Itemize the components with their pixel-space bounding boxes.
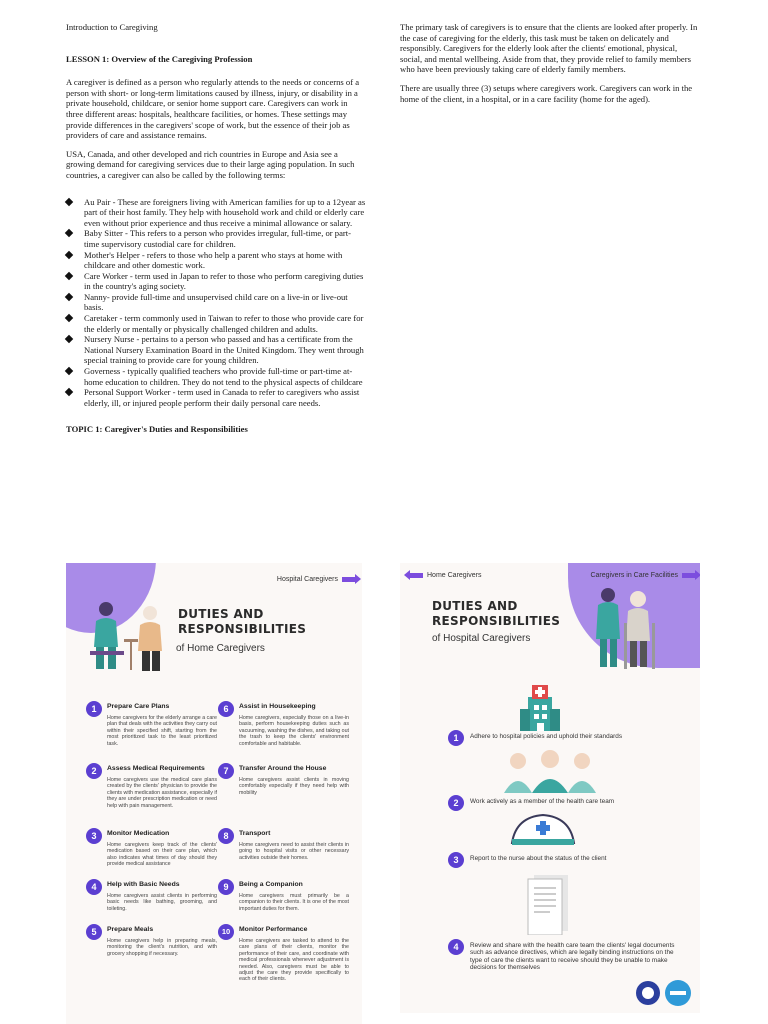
- right-column: [400, 22, 700, 112]
- duty-heading: Transport: [239, 830, 271, 837]
- arrow-left-icon: [409, 573, 423, 578]
- diamond-bullet-icon: [65, 229, 73, 237]
- list-item: [66, 271, 366, 292]
- step-text: Report to the nurse about the status of the client: [470, 855, 607, 862]
- caregiver-definition-paragraph: A caregiver is defined as a person who regularly attends to the needs or concerns of a person with short- or long-term limitations caused by illness, injury, or disability in a private household, childcare, or senior home support care. Caregivers can work in three different areas: hospitals, healthcare facilities, or homes. These settings may provide differences in the caregivers' scope of work, but the essence of their job as providers of care and assistance remains.: [66, 77, 360, 141]
- nav-link-label: Home Caregivers: [427, 572, 482, 579]
- primary-task-paragraph: The primary task of caregivers is to ensure that the clients are looked after properly. In the case of caregiving for the elderly, this task must be taken on delicately and responsibly. Caregivers for the elderly look after the clients' emotional, physical, social, and mental wellbeing. Aside from that, they provide relief to family members who have been previously taking care of elderly family members.: [400, 22, 698, 75]
- duty-heading: Prepare Care Plans: [107, 703, 170, 710]
- home-infographic-title: [178, 607, 306, 637]
- step-number-badge: 1: [86, 701, 102, 717]
- term-text: Nursery Nurse - pertains to a person who passed and has a certificate from the National Nursery Examination Board in the United Kingdom. They went through special training to provide care for young children.: [84, 334, 364, 366]
- term-text: Care Worker - term used in Japan to refer to those who perform caregiving duties in the country's aging society.: [84, 270, 364, 292]
- step-number-badge: 4: [448, 939, 464, 955]
- diamond-bullet-icon: [65, 335, 73, 343]
- caregiver-terms-list: [66, 197, 366, 409]
- duty-heading: Monitor Performance: [239, 926, 308, 933]
- step-number-badge: 1: [448, 730, 464, 746]
- diamond-bullet-icon: [65, 367, 73, 375]
- duty-description: Home caregivers for the elderly arrange a care plan that deals with the activities they carry out within their specified shift, starting from the most prioritized task to the least prioritized task.: [107, 715, 217, 747]
- home-infographic-subtitle: of Home Caregivers: [176, 643, 265, 654]
- step-number-badge: 9: [218, 879, 234, 895]
- duty-description: Home caregivers use the medical care plans created by the clients' physician to provide the clients with medication assistance, especially if they are under prescription medication or need help with pain management.: [107, 777, 217, 809]
- health-care-team-icon: [500, 749, 600, 793]
- list-item: [66, 228, 366, 249]
- legal-documents-icon: [524, 871, 572, 935]
- title-line: RESPONSIBILITIES: [432, 614, 561, 628]
- step-number-badge: 7: [218, 763, 234, 779]
- duty-description: Home caregivers must primarily be a companion to their clients. It is one of the most important duties for them.: [239, 893, 349, 912]
- hospital-care-illustration: [590, 583, 670, 673]
- duty-description: Home caregivers keep track of the clients' medication based on their care plan, which also indicates what times of day should they provide medical assistance: [107, 842, 217, 868]
- home-caregivers-infographic: [66, 563, 362, 1024]
- document-title: Introduction to Caregiving: [66, 22, 158, 32]
- lesson-heading: LESSON 1: Overview of the Caregiving Profession: [66, 53, 253, 64]
- term-text: Personal Support Worker - term used in Canada to refer to caregivers who assist elderly, ill, or injured people perform their daily personal care needs.: [84, 387, 360, 408]
- duty-description: Home caregivers help in preparing meals, monitoring the client's nutrition, and with grocery shopping if necessary.: [107, 938, 217, 957]
- list-item: [66, 313, 366, 334]
- nav-link-label: Caregivers in Care Facilities: [590, 572, 678, 579]
- arrow-right-icon: [342, 577, 356, 582]
- step-number-badge: 3: [448, 852, 464, 868]
- term-text: Mother's Helper - refers to those who help a parent who stays at home with childcare and other domestic work.: [84, 249, 343, 271]
- duty-description: Home caregivers need to assist their clients in going to hospital visits or other necessary activities outside their homes.: [239, 842, 349, 861]
- diamond-bullet-icon: [65, 293, 73, 301]
- list-item: [66, 366, 366, 387]
- hospital-infographic-title: [432, 599, 560, 629]
- step-text: Adhere to hospital policies and uphold their standards: [470, 733, 623, 740]
- aging-population-paragraph: USA, Canada, and other developed and rich countries in Europe and Asia see a growing demand for caregiving services due to their large aging population. In such countries, a caregiver can also be called by the following terms:: [66, 148, 355, 180]
- term-text: Baby Sitter - This refers to a person who provides irregular, full-time, or part-time supervisory custodial care for children.: [84, 228, 352, 249]
- work-setups-paragraph: There are usually three (3) setups where caregivers work. Caregivers can work in the home of the client, in a hospital, or in a care facility (home for the aged).: [400, 82, 693, 104]
- title-line: RESPONSIBILITIES: [178, 622, 307, 636]
- nav-link-label: Hospital Caregivers: [276, 576, 338, 583]
- duty-description: Home caregivers assist clients in moving comfortably especially if they need help with mobility: [239, 777, 349, 796]
- diamond-bullet-icon: [65, 271, 73, 279]
- duty-description: Home caregivers assist clients in performing basic needs like bathing, grooming, and toileting.: [107, 893, 217, 912]
- duty-heading: Being a Companion: [239, 881, 303, 888]
- duty-heading: Assess Medical Requirements: [107, 765, 205, 772]
- list-item: [66, 250, 366, 271]
- term-text: Au Pair - These are foreigners living with American families for up to a 12year as part of their host family. They help with household work and child or elderly care even without prior experience and thus receive a minimal allowance or salary.: [84, 196, 366, 228]
- diamond-bullet-icon: [65, 197, 73, 205]
- duty-heading: Transfer Around the House: [239, 765, 327, 772]
- diamond-bullet-icon: [65, 388, 73, 396]
- topic-heading: TOPIC 1: Caregiver's Duties and Responsibilities: [66, 424, 248, 435]
- title-line: DUTIES AND: [432, 599, 518, 613]
- hospital-building-icon: [518, 683, 562, 731]
- step-number-badge: 3: [86, 828, 102, 844]
- duty-heading: Help with Basic Needs: [107, 881, 180, 888]
- diamond-bullet-icon: [65, 250, 73, 258]
- step-number-badge: 8: [218, 828, 234, 844]
- step-number-badge: 10: [218, 924, 234, 940]
- home-caregivers-link[interactable]: [404, 572, 481, 579]
- nurse-cap-icon: [508, 813, 578, 849]
- hospital-caregivers-link[interactable]: [277, 576, 356, 583]
- step-number-badge: 5: [86, 924, 102, 940]
- duty-description: Home caregivers are tasked to attend to the care plans of their clients, monitor the performance of their care, and coordinate with medical professionals whenever adjustment is needed. Also, caregivers must be able to adjust the care they provide specifically to each of their clients.: [239, 938, 349, 983]
- hospital-caregivers-infographic: [400, 563, 700, 1013]
- term-text: Nanny- provide full-time and unsupervised child care on a live-in or live-out basis.: [84, 291, 348, 313]
- title-line: DUTIES AND: [178, 607, 264, 621]
- duty-description: Home caregivers, especially those on a live-in basis, perform housekeeping duties such as vacuuming, washing the dishes, and taking out the trash to keep the clients' environment comfortable and habitable.: [239, 715, 349, 747]
- home-care-illustration: [84, 599, 174, 679]
- list-item: [66, 334, 366, 366]
- arrow-right-icon: [682, 573, 696, 578]
- list-item: [66, 387, 366, 408]
- step-number-badge: 2: [86, 763, 102, 779]
- left-column: [66, 22, 366, 443]
- step-number-badge: 2: [448, 795, 464, 811]
- hospital-infographic-subtitle: of Hospital Caregivers: [432, 633, 531, 644]
- duty-heading: Monitor Medication: [107, 830, 170, 837]
- duty-heading: Assist in Housekeeping: [239, 703, 316, 710]
- step-number-badge: 4: [86, 879, 102, 895]
- agency-logos: [634, 979, 698, 1007]
- diamond-bullet-icon: [65, 314, 73, 322]
- term-text: Caretaker - term commonly used in Taiwan to refer to those who provide care for the elderly or mentally or physically challenged children and adults.: [84, 313, 364, 334]
- list-item: [66, 292, 366, 313]
- care-facilities-link[interactable]: [590, 572, 696, 579]
- duty-heading: Prepare Meals: [107, 926, 154, 933]
- step-number-badge: 6: [218, 701, 234, 717]
- step-text: Review and share with the health care team the clients' legal documents such as advance directives, which are legally binding instructions on the type of care the clients want to receive should they be unable to make decisions for themselves: [470, 942, 675, 972]
- list-item: [66, 197, 366, 229]
- step-text: Work actively as a member of the health care team: [470, 798, 615, 805]
- term-text: Governess - typically qualified teachers who provide full-time or part-time at-home education to children. They do not tend to the physical aspects of childcare: [84, 366, 363, 387]
